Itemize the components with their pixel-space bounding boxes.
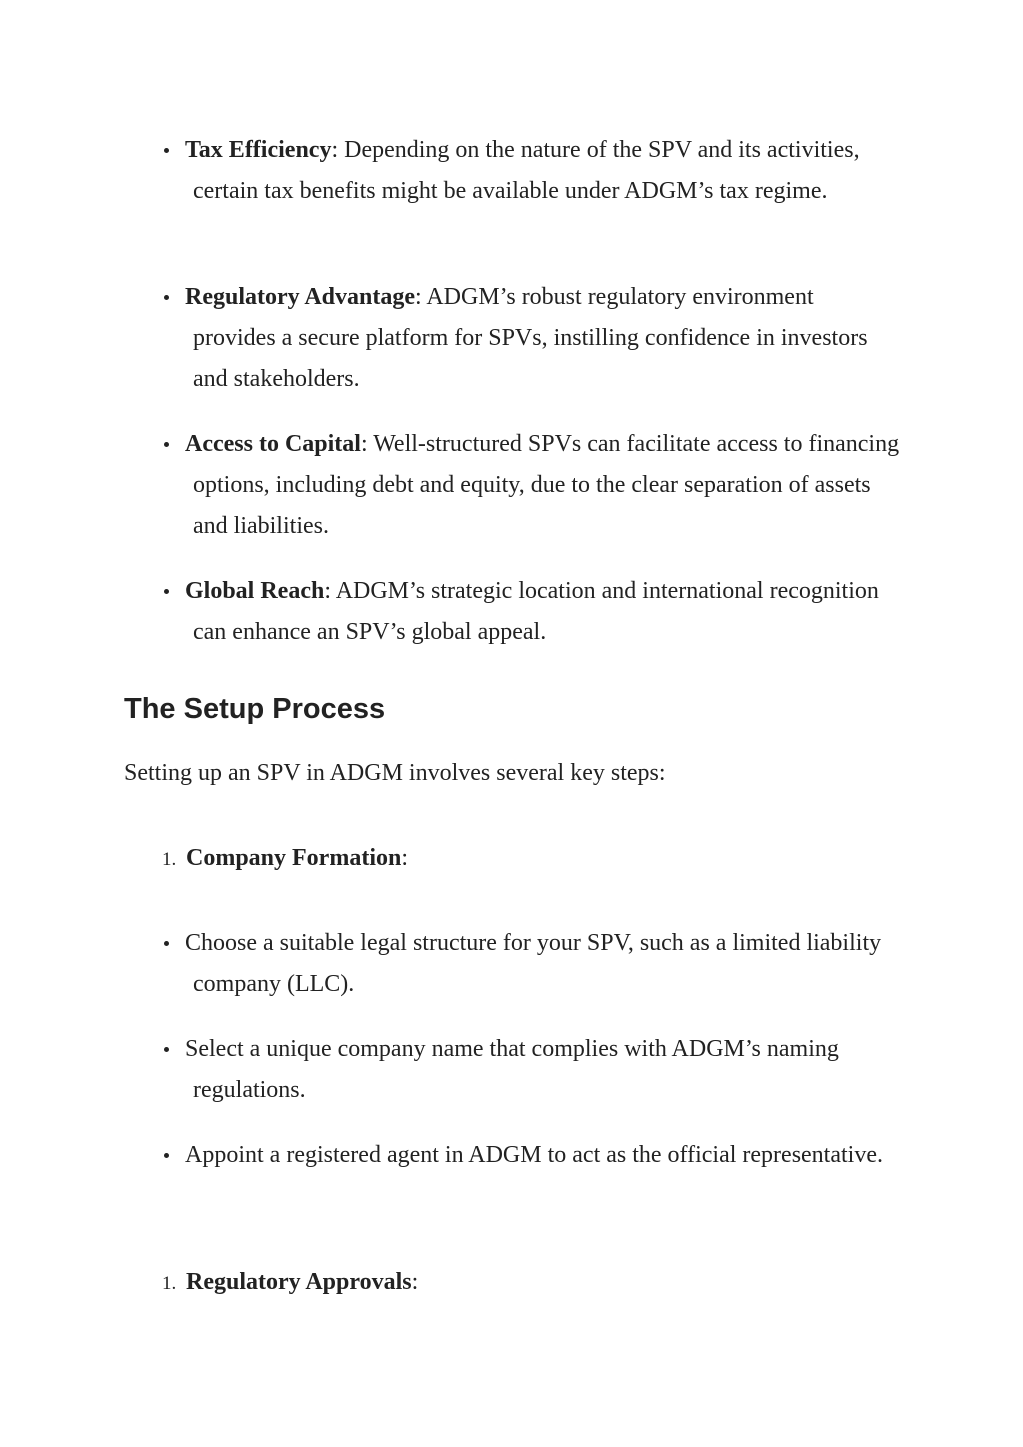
benefit-term: Regulatory Advantage: [185, 284, 415, 310]
benefit-description: : Well-structured SPVs can facilitate access to financing options, including debt and equity, due to the clear separation of assets and liabilities.: [193, 431, 900, 539]
benefit-regulatory-advantage: [160, 277, 900, 400]
section-heading: The Setup Process: [124, 693, 386, 725]
step-suffix: :: [411, 1269, 419, 1295]
formation-item: [160, 1029, 900, 1111]
formation-item-text: Appoint a registered agent in ADGM to act as the official representative.: [185, 1142, 883, 1168]
benefit-term: Tax Efficiency: [185, 137, 332, 163]
benefit-description: : ADGM’s strategic location and international recognition can enhance an SPV’s global appeal.: [193, 578, 879, 645]
step-company-formation: 1. Company Formation:: [162, 845, 409, 871]
step-suffix: :: [401, 845, 409, 871]
benefit-global-reach: [160, 571, 900, 653]
step-regulatory-approvals: 1. Regulatory Approvals:: [162, 1269, 419, 1295]
benefit-access-to-capital: [160, 424, 900, 547]
step-title: Company Formation: [186, 845, 402, 871]
benefit-term: Global Reach: [185, 578, 325, 604]
benefit-term: Access to Capital: [185, 431, 361, 457]
formation-item-text: Select a unique company name that complies with ADGM’s naming regulations.: [185, 1036, 839, 1103]
intro-paragraph: Setting up an SPV in ADGM involves several key steps:: [124, 760, 666, 786]
step-title: Regulatory Approvals: [186, 1269, 412, 1295]
formation-item: [160, 923, 900, 1005]
benefit-tax-efficiency: [160, 130, 900, 212]
benefit-description: : Depending on the nature of the SPV and its activities, certain tax benefits might be available under ADGM’s tax regime.: [193, 137, 860, 204]
formation-item: [160, 1135, 900, 1176]
formation-item-text: Choose a suitable legal structure for your SPV, such as a limited liability company (LLC).: [185, 930, 882, 997]
benefit-description: : ADGM’s robust regulatory environment provides a secure platform for SPVs, instilling confidence in investors and stakeholders.: [193, 284, 868, 392]
